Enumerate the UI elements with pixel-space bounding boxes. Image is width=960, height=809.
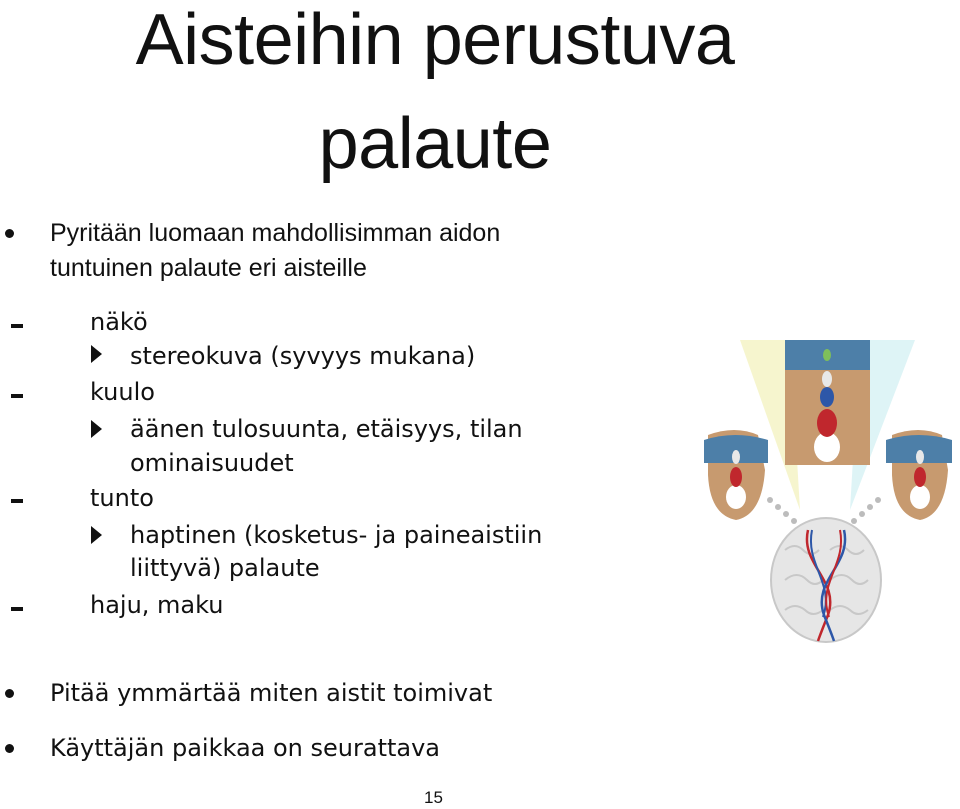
bullet-dot [5, 744, 14, 753]
sense-hearing-detail-line1: äänen tulosuunta, etäisyys, tilan [130, 415, 523, 443]
sense-hearing-label: kuulo [90, 378, 155, 406]
bullet1-text-line1: Pyritään luomaan mahdollisimman aidon [50, 219, 501, 247]
dash-marker [11, 499, 23, 503]
sense-vision-label: näkö [90, 308, 148, 336]
bullet3-text: Käyttäjän paikkaa on seurattava [50, 734, 441, 762]
slide-title-line2: palaute [318, 104, 552, 184]
page-number: 15 [424, 788, 443, 807]
slide-title-line1: Aisteihin perustuva [135, 0, 735, 80]
triangle-marker [91, 420, 102, 438]
sense-touch-label: tunto [90, 484, 154, 512]
dash-marker [11, 324, 23, 328]
bullet-dot [5, 689, 14, 698]
triangle-marker [91, 526, 102, 544]
sense-hearing-detail-line2: ominaisuudet [130, 449, 294, 477]
sense-smell-taste-label: haju, maku [90, 591, 224, 619]
dash-marker [11, 394, 23, 398]
bullet1-text-line2: tuntuinen palaute eri aisteille [50, 254, 367, 282]
bullet-dot [5, 229, 14, 238]
bullet2-text: Pitää ymmärtää miten aistit toimivat [50, 679, 493, 707]
sense-touch-detail-line2: liittyvä) palaute [130, 554, 320, 582]
sense-vision-detail: stereokuva (syvyys mukana) [130, 342, 476, 370]
dash-marker [11, 607, 23, 611]
brain [771, 518, 881, 642]
left-eye-scene [704, 430, 768, 520]
triangle-marker [91, 345, 102, 363]
stereo-vision-brain-illustration [690, 335, 960, 645]
right-eye-scene [886, 430, 952, 520]
sense-touch-detail-line1: haptinen (kosketus- ja paineaistiin [130, 521, 543, 549]
